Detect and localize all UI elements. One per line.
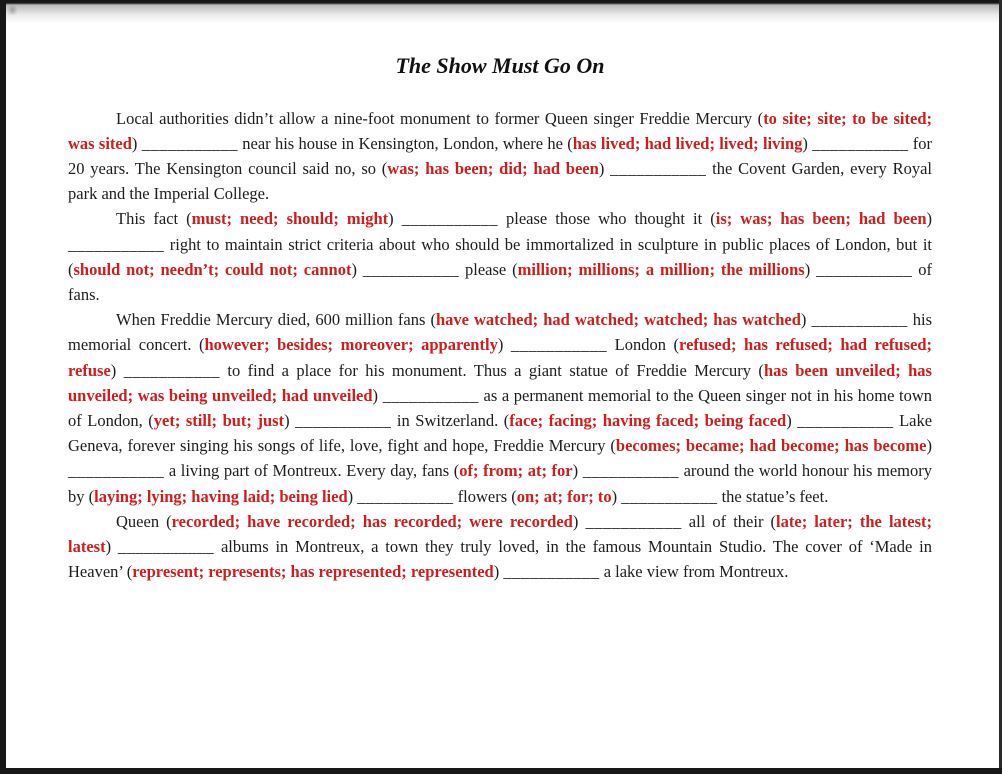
body-text: near his house in Kensington, London, where he (: [237, 133, 573, 153]
body-text: of fans.: [68, 259, 932, 304]
body-text: ): [372, 385, 383, 405]
blank-line: ___________: [362, 259, 460, 279]
answer-options: laying; lying; having laid; being lied: [94, 486, 348, 506]
blank-line: ___________: [510, 335, 608, 355]
answer-options: on; at; for; to: [516, 486, 612, 506]
body-text: ): [800, 310, 812, 330]
body-text: the Covent Garden, every Royal park and the Imperial College.: [68, 158, 932, 204]
document-title: The Show Must Go On: [395, 53, 605, 78]
body-text: right to maintain strict criteria about who should be immortalized in sculpture in public places of London, but it (: [68, 234, 932, 279]
body-text: Queen (: [116, 511, 172, 531]
body-text: London (: [607, 335, 680, 355]
answer-options: was; has been; did; had been: [387, 158, 599, 178]
body-text: please those who thought it (: [497, 209, 716, 229]
blank-line: ___________: [295, 410, 392, 430]
blank-line: ___________: [811, 310, 908, 330]
body-text: his memorial concert. (: [68, 310, 933, 355]
answer-options: has been unveiled; has unveiled; was being unveiled; had unveiled: [68, 360, 932, 405]
body-text: ): [131, 133, 142, 153]
body-text: a lake view from Montreux.: [599, 562, 789, 582]
answer-options: of; from; at; for: [459, 461, 573, 481]
blank-line: ___________: [582, 461, 679, 481]
body-text: albums in Montreux, a town they truly loved, in the famous Mountain Studio. The cover of ‘Made in Heaven’ (: [68, 536, 932, 582]
body-text: to find a place for his monument. Thus a giant statue of Freddie Mercury (: [219, 360, 764, 380]
body-text: ): [572, 461, 583, 481]
body-text: Lake Geneva, forever singing his songs of life, love, fight and hope, Freddie Mercury (: [68, 410, 933, 456]
blank-line: ___________: [503, 562, 600, 582]
body-text: Local authorities didn’t allow a nine-foot monument to former Queen singer Freddie Mercury (: [116, 108, 764, 128]
answer-options: becomes; became; had become; has become: [615, 436, 927, 456]
blank-line: ___________: [357, 486, 454, 506]
body-text: ): [611, 486, 622, 506]
answer-options: must; need; should; might: [191, 209, 389, 229]
answer-options: recorded; have recorded; has recorded; were recorded: [171, 511, 573, 531]
body-text: ): [802, 133, 813, 153]
answer-options: face; facing; having faced; being faced: [509, 410, 787, 430]
answer-options: to site; site; to be sited; was sited: [68, 108, 932, 153]
page-bottom-border: [0, 768, 1002, 774]
body-text: a living part of Montreux. Every day, fans (: [164, 461, 460, 481]
body-text: ): [926, 209, 933, 229]
body-text: ): [110, 360, 124, 380]
blank-line: ___________: [68, 461, 165, 481]
body-text: ): [284, 410, 296, 430]
body-text: please (: [459, 259, 518, 279]
body-text: When Freddie Mercury died, 600 million fans (: [116, 310, 436, 330]
body-text: ): [105, 536, 118, 556]
body-text: ): [493, 562, 504, 582]
blank-line: ___________: [401, 209, 498, 229]
blank-line: ___________: [621, 486, 718, 506]
body-text: ): [351, 259, 363, 279]
blank-line: ___________: [382, 385, 479, 405]
answer-options: has lived; had lived; lived; living: [572, 133, 803, 153]
body-text: ): [804, 259, 817, 279]
answer-options: have watched; had watched; watched; has watched: [435, 310, 801, 330]
blank-line: ___________: [117, 536, 215, 556]
body-text: the statue’s feet.: [717, 486, 829, 506]
body-text: ): [347, 486, 358, 506]
body-text: ): [598, 158, 611, 178]
blank-line: ___________: [797, 410, 894, 430]
body-text: all of their (: [681, 511, 777, 531]
answer-options: late; later; the latest; latest: [68, 511, 933, 556]
blank-line: ___________: [68, 234, 165, 254]
scan-artifact: [8, 5, 17, 15]
answer-options: refused; has refused; had refused; refuse: [68, 335, 932, 380]
answer-options: million; millions; a million; the millions: [517, 259, 805, 279]
answer-options: represent; represents; has represented; represented: [132, 562, 494, 582]
page-left-border: [0, 0, 6, 774]
body-text: in Switzerland. (: [391, 410, 510, 430]
body-text: ): [388, 209, 402, 229]
blank-line: ___________: [585, 511, 682, 531]
blank-line: ___________: [812, 133, 909, 153]
paragraph: [68, 106, 932, 207]
body-text: for 20 years. The Kensington council said no, so (: [68, 133, 933, 178]
paragraph: [68, 307, 932, 509]
body-text: around the world honour his memory by (: [68, 461, 932, 506]
paragraph: [68, 509, 932, 585]
body-text: This fact (: [116, 209, 192, 229]
answer-options: however; besides; moreover; apparently: [204, 335, 498, 355]
body-text: ): [497, 335, 511, 355]
body-text: flowers (: [453, 486, 517, 506]
blank-line: ___________: [610, 158, 707, 178]
blank-line: ___________: [816, 259, 913, 279]
body-text: ): [926, 436, 932, 456]
body-text: ): [572, 511, 586, 531]
document-content: [68, 52, 932, 584]
body-text: as a permanent memorial to the Queen singer not in his home town of London, (: [68, 385, 933, 430]
blank-line: ___________: [123, 360, 220, 380]
body-text: ): [786, 410, 798, 430]
blank-line: ___________: [141, 133, 238, 153]
answer-options: is; was; has been; had been: [715, 209, 927, 229]
answer-options: yet; still; but; just: [153, 410, 285, 430]
paragraph: [68, 206, 932, 307]
page-top-shadow: [0, 0, 1002, 24]
answer-options: should not; needn’t; could not; cannot: [73, 259, 352, 279]
exercise-text: [68, 106, 932, 585]
